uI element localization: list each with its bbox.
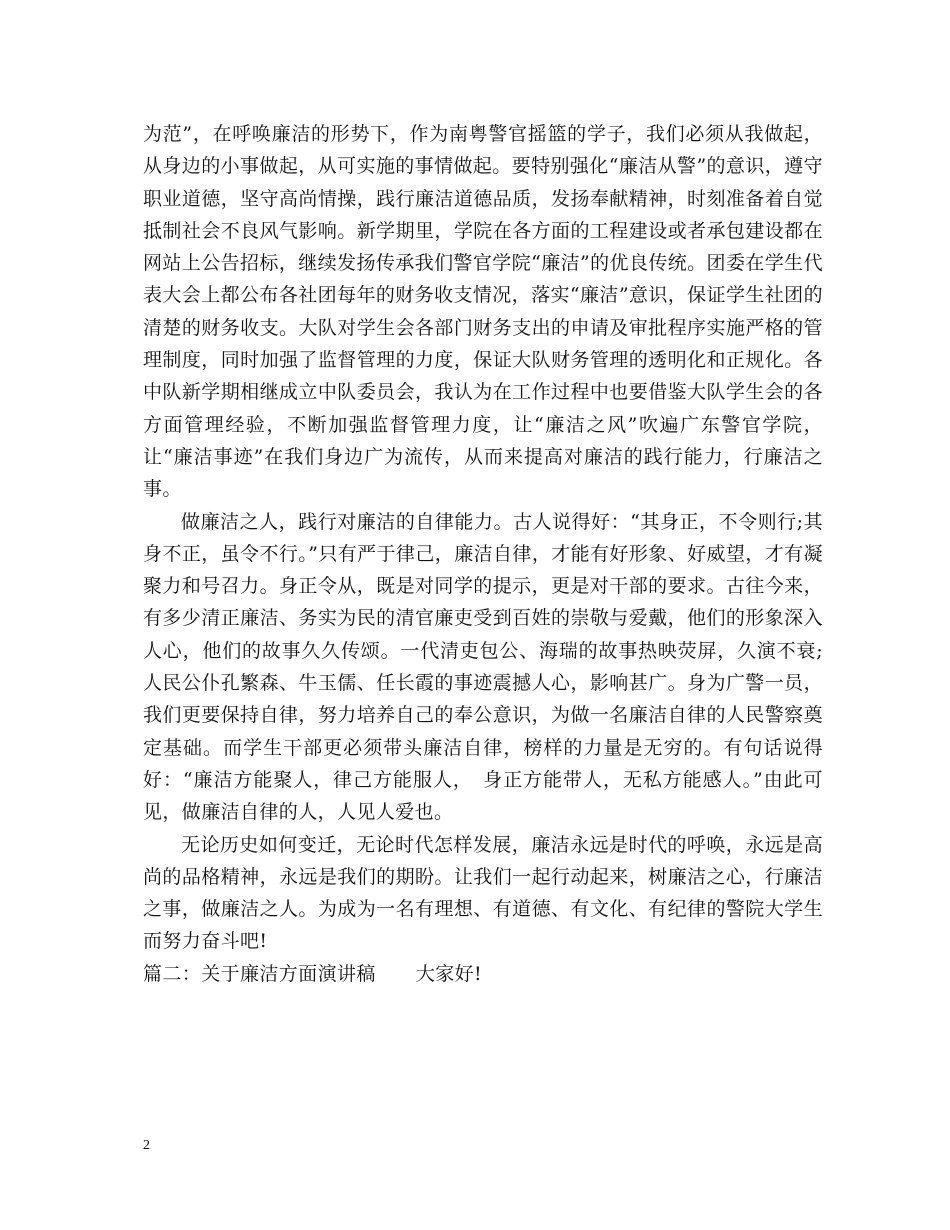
section-heading — [143, 958, 823, 990]
page-number: 2 — [143, 1138, 150, 1153]
paragraph-2: 做廉洁之人，践行对廉洁的自律能力。古人说得好：“其身正，不令则行;其身不正，虽令不行。”只有严于律己，廉洁自律，才能有好形象、好威望，才有凝聚力和号召力。身正令从，既是对同学的提示，更是对干部的要求。古往今来，有多少清正廉洁、务实为民的清官廉吏受到百姓的崇敬与爱戴，他们的形象深入人心，他们的故事久久传颂。一代清吏包公、海瑞的故事热映荧屏，久演不衰;人民公仆孔繁森、牛玉儒、任长霞的事迹震撼人心，影响甚广。身为广警一员，我们更要保持自律，努力培养自己的奉公意识，为做一名廉洁自律的人民警察奠定基础。而学生干部更必须带头廉洁自律，榜样的力量是无穷的。有句话说得好：“廉洁方能聚人，律己方能服人， 身正方能带人，无私方能感人。”由此可见，做廉洁自律的人，人见人爱也。 — [143, 510, 823, 824]
section-greeting: 大家好! — [415, 962, 483, 985]
section-title: 篇二：关于廉洁方面演讲稿 — [143, 962, 376, 985]
body-text — [143, 118, 823, 990]
paragraph-1: 为范”，在呼唤廉洁的形势下，作为南粤警官摇篮的学子，我们必须从我做起，从身边的小事做起，从可实施的事情做起。要特别强化“廉洁从警”的意识，遵守职业道德，坚守高尚情操，践行廉洁道德品质，发扬奉献精神，时刻准备着自觉抵制社会不良风气影响。新学期里，学院在各方面的工程建设或者承包建设都在网站上公告招标，继续发扬传承我们警官学院“廉洁”的优良传统。团委在学生代表大会上都公布各社团每年的财务收支情况，落实“廉洁”意识，保证学生社团的清楚的财务收支。大队对学生会各部门财务支出的申请及审批程序实施严格的管理制度，同时加强了监督管理的力度，保证大队财务管理的透明化和正规化。各中队新学期相继成立中队委员会，我认为在工作过程中也要借鉴大队学生会的各方面管理经验，不断加强监督管理力度，让“廉洁之风”吹遍广东警官学院，让“廉洁事迹”在我们身边广为流传，从而来提高对廉洁的践行能力，行廉洁之事。 — [143, 123, 823, 501]
paragraph-3: 无论历史如何变迁，无论时代怎样发展，廉洁永远是时代的呼唤，永远是高尚的品格精神，永远是我们的期盼。让我们一起行动起来，树廉洁之心，行廉洁之事，做廉洁之人。为成为一名有理想、有道德、有文化、有纪律的警院大学生而努力奋斗吧! — [143, 833, 823, 953]
